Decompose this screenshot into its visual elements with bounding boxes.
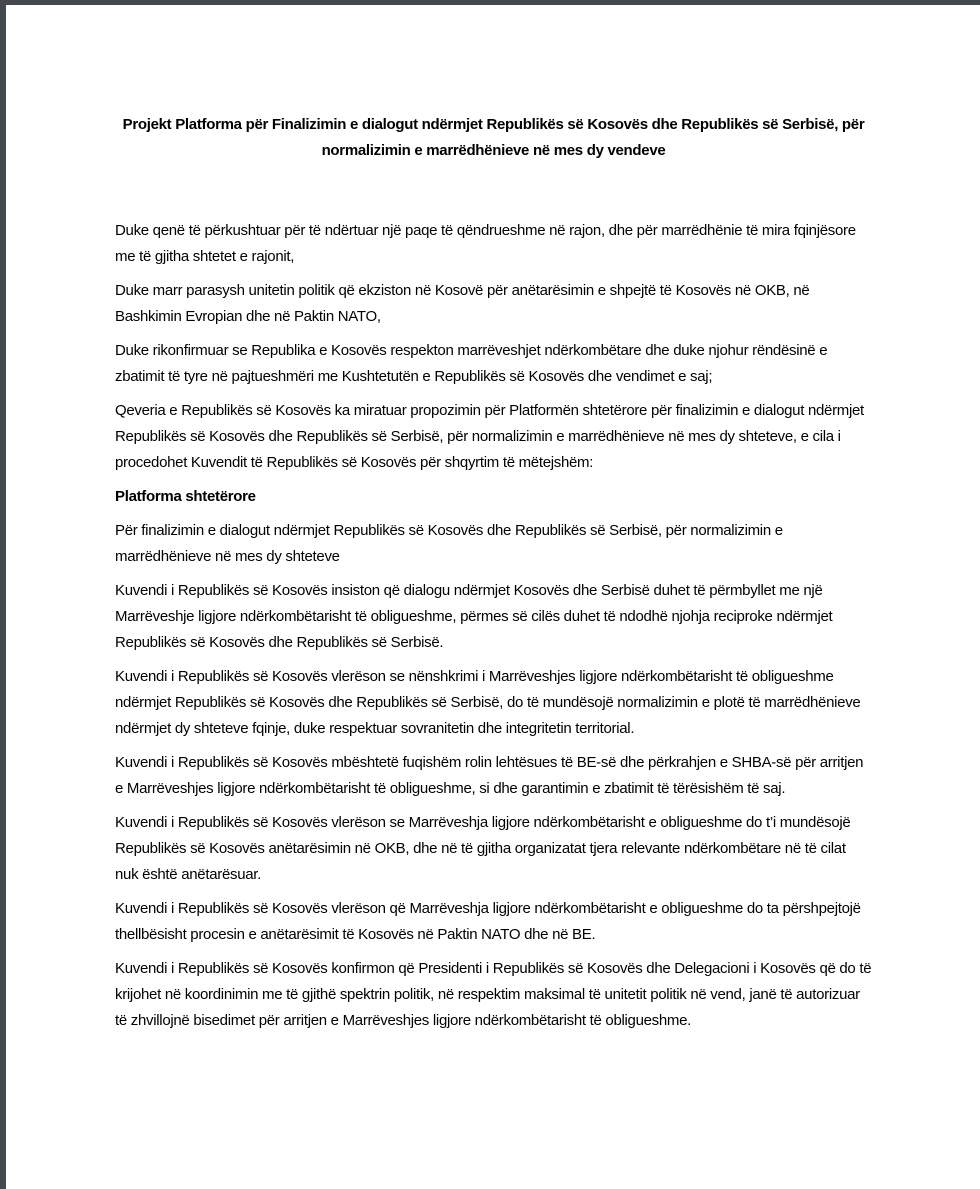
document-content [115,5,872,1034]
paragraph-9: Kuvendi i Republikës së Kosovës vlerëson se Marrëveshja ligjore ndërkombëtarisht e obligueshme do t’i mundësojë Republikës së Kosovës anëtarësimin në OKB, dhe në të gjitha organizatat tjera relevante ndërkombëtare në të cilat nuk është anëtarësuar. [115,814,851,883]
paragraph-7: Kuvendi i Republikës së Kosovës vlerëson se nënshkrimi i Marrëveshjes ligjore ndërkombëtarisht të obligueshme ndërmjet Republikës së Kosovës dhe Republikës së Serbisë, do të mundësojë normalizimin e plotë të marrëdhënieve ndërmjet dy shteteve fqinje, duke respektuar sovranitetin dhe integritetin territorial. [115,668,861,737]
section-heading-platforma-shteterore: Platforma shtetërore [115,488,256,505]
paragraph-8: Kuvendi i Republikës së Kosovës mbështetë fuqishëm rolin lehtësues të BE-së dhe përkrahjen e SHBA-së për arritjen e Marrëveshjes ligjore ndërkombëtarisht të obligueshme, si dhe garantimin e zbatimit të tërësishëm të saj. [115,754,864,797]
paragraph-10: Kuvendi i Republikës së Kosovës vlerëson që Marrëveshja ligjore ndërkombëtarisht e obligueshme do ta përshpejtojë thellbësisht procesin e anëtarësimit të Kosovës në Paktin NATO dhe në BE. [115,900,861,943]
document-page [6,5,980,1189]
paragraph-2: Duke marr parasysh unitetin politik që ekziston në Kosovë për anëtarësimin e shpejtë të Kosovës në OKB, në Bashkimin Evropian dhe në Paktin NATO, [115,282,810,325]
document-title: Projekt Platforma për Finalizimin e dialogut ndërmjet Republikës së Kosovës dhe Republikës së Serbisë, për normalizimin e marrëdhënieve në mes dy vendeve [122,116,865,159]
paragraph-4: Qeveria e Republikës së Kosovës ka miratuar propozimin për Platformën shtetërore për finalizimin e dialogut ndërmjet Republikës së Kosovës dhe Republikës së Serbisë, për normalizimin e marrëdhënieve në mes dy shteteve, e cila i procedohet Kuvendit të Republikës së Kosovës për shqyrtim të mëtejshëm: [115,402,864,471]
paragraph-6: Kuvendi i Republikës së Kosovës insiston që dialogu ndërmjet Kosovës dhe Serbisë duhet të përmbyllet me një Marrëveshje ligjore ndërkombëtarisht të obligueshme, përmes së cilës duhet të ndodhë njohja reciproke ndërmjet Republikës së Kosovës dhe Republikës së Serbisë. [115,582,833,651]
paragraph-1: Duke qenë të përkushtuar për të ndërtuar një paqe të qëndrueshme në rajon, dhe për marrëdhënie të mira fqinjësore me të gjitha shtetet e rajonit, [115,222,856,265]
paragraph-5: Për finalizimin e dialogut ndërmjet Republikës së Kosovës dhe Republikës së Serbisë, për normalizimin e marrëdhënieve në mes dy shteteve [115,522,783,565]
paragraph-3: Duke rikonfirmuar se Republika e Kosovës respekton marrëveshjet ndërkombëtare dhe duke njohur rëndësinë e zbatimit të tyre në pajtueshmëri me Kushtetutën e Republikës së Kosovës dhe vendimet e saj; [115,342,828,385]
paragraph-11: Kuvendi i Republikës së Kosovës konfirmon që Presidenti i Republikës së Kosovës dhe Delegacioni i Kosovës që do të krijohet në koordinimin me të gjithë spektrin politik, në respektim maksimal të unitetit politik në vend, janë të autorizuar të zhvillojnë bisedimet për arritjen e Marrëveshjes ligjore ndërkombëtarisht të obligueshme. [115,960,872,1029]
